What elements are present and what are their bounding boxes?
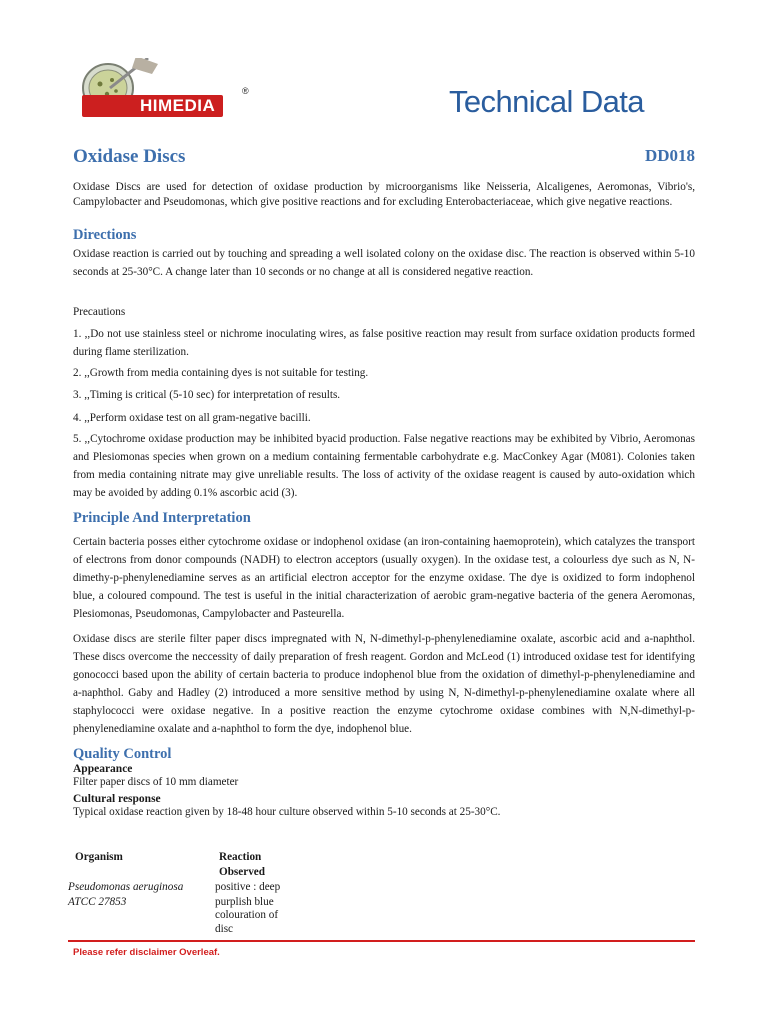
reaction-line: purplish blue (215, 896, 274, 908)
directions-paragraph: Oxidase reaction is carried out by touching and spreading a well isolated colony on the oxidase disc. The reaction is observed within 5-10 seconds at 25-30°C. A change later than 10 seconds or no change at all is considered negative reaction. (73, 248, 695, 278)
himedia-logo (78, 58, 258, 128)
technical-data-title: Technical Data (449, 84, 644, 119)
intro-paragraph: Oxidase Discs are used for detection of oxidase production by microorganisms like Neisseria, Alcaligenes, Aeromonas, Vibrio's, Campylobacter and Pseudomonas, which give positive reactions and for excluding Enterobacteriaceae, which give negative reactions. (73, 181, 695, 208)
reaction-line: positive : deep (215, 881, 281, 893)
registered-mark: ® (242, 86, 249, 96)
precaution-item: 4. ,,Perform oxidase test on all gram-negative bacilli. (73, 411, 311, 424)
appearance-value: Filter paper discs of 10 mm diameter (73, 776, 239, 788)
column-header-reaction: Reaction (219, 851, 262, 863)
precaution-item: 5. ,,Cytochrome oxidase production may be inhibited byacid production. False negative reactions may be exhibited by Vibrio, Aeromonas and Plesiomonas species when grown on a medium containing fermentable carbohydrate e.g. MacConkey Agar (M081). Colonies taken from media containing nitrate may give unreliable results. The loss of activity of the oxidase reagent is caused by auto-oxidation which may be avoided by adding 0.1% ascorbic acid (3). (73, 433, 695, 499)
precautions-label: Precautions (73, 306, 126, 318)
organism-name: Pseudomonas aeruginosa (68, 881, 184, 893)
petri-dish-icon (78, 58, 258, 128)
precaution-item: 1. ,,Do not use stainless steel or nichrome inoculating wires, as false positive reaction may result from surface oxidation products formed during flame sterilization. (73, 327, 695, 358)
precaution-item: 3. ,,Timing is critical (5-10 sec) for interpretation of results. (73, 389, 341, 401)
cultural-response-label: Cultural response (73, 792, 161, 805)
precaution-item: 2. ,,Growth from media containing dyes is not suitable for testing. (73, 366, 369, 379)
reaction-line: colouration of (215, 909, 279, 921)
reaction-line: disc (215, 923, 234, 935)
product-code: DD018 (644, 146, 695, 165)
organism-atcc: ATCC 27853 (68, 896, 127, 908)
disclaimer-note: Please refer disclaimer Overleaf. (73, 947, 220, 958)
appearance-label: Appearance (73, 763, 133, 775)
quality-control-heading: Quality Control (73, 746, 172, 762)
page-title: Oxidase Discs (73, 146, 186, 167)
cultural-response-value: Typical oxidase reaction given by 18-48 hour culture observed within 5-10 seconds at 25-30°C. (73, 805, 501, 818)
column-header-organism: Organism (75, 851, 123, 863)
principle-heading: Principle And Interpretation (73, 510, 251, 526)
document-body (73, 180, 695, 819)
principle-paragraph-1: Certain bacteria posses either cytochrome oxidase or indophenol oxidase (an iron-containing haemoprotein), which catalyzes the transport of electrons from donor compounds (NADH) to electron acceptors (usually oxygen). In the oxidase test, a colourless dye such as N, N-dimethy-p-phenylenediamine serves as an artificial electron acceptor for the enzyme oxidase. The dye is oxidized to form indophenol blue, a coloured compound. The test is useful in the initial characterization of aerobic gram-negative bacteria of the genera Aeromonas, Plesiomonas, Pseudomonas, Campylobacter and Pasteurella. (73, 536, 695, 620)
footer-divider (68, 940, 695, 942)
directions-heading: Directions (73, 227, 137, 243)
column-header-observed: Observed (219, 866, 265, 878)
principle-paragraph-2: Oxidase discs are sterile filter paper discs impregnated with N, N-dimethyl-p-phenylenediamine oxalate, ascorbic acid and a-naphthol. These discs overcome the neccessity of daily preparation of fresh reagent. Gordon and McLeod (1) introduced oxidase test for identifying gonococci based upon the ability of certain bacteria to produce indophenol blue from the oxidation of dimethyl-p-phenylenediamine and a-naphthol. Gaby and Hadley (2) introduced a more sensitive method by using N, N-dimethyl-p-phenylenediamine oxalate where all staphylococci were oxidase negative. In a positive reaction the enzyme cytochrome oxidase combines with N,N-dimethyl-p-phenylenediamine oxalate and a-naphthol to form the dye, indophenol blue. (73, 633, 695, 735)
logo-wordmark: HIMEDIA (82, 95, 223, 117)
